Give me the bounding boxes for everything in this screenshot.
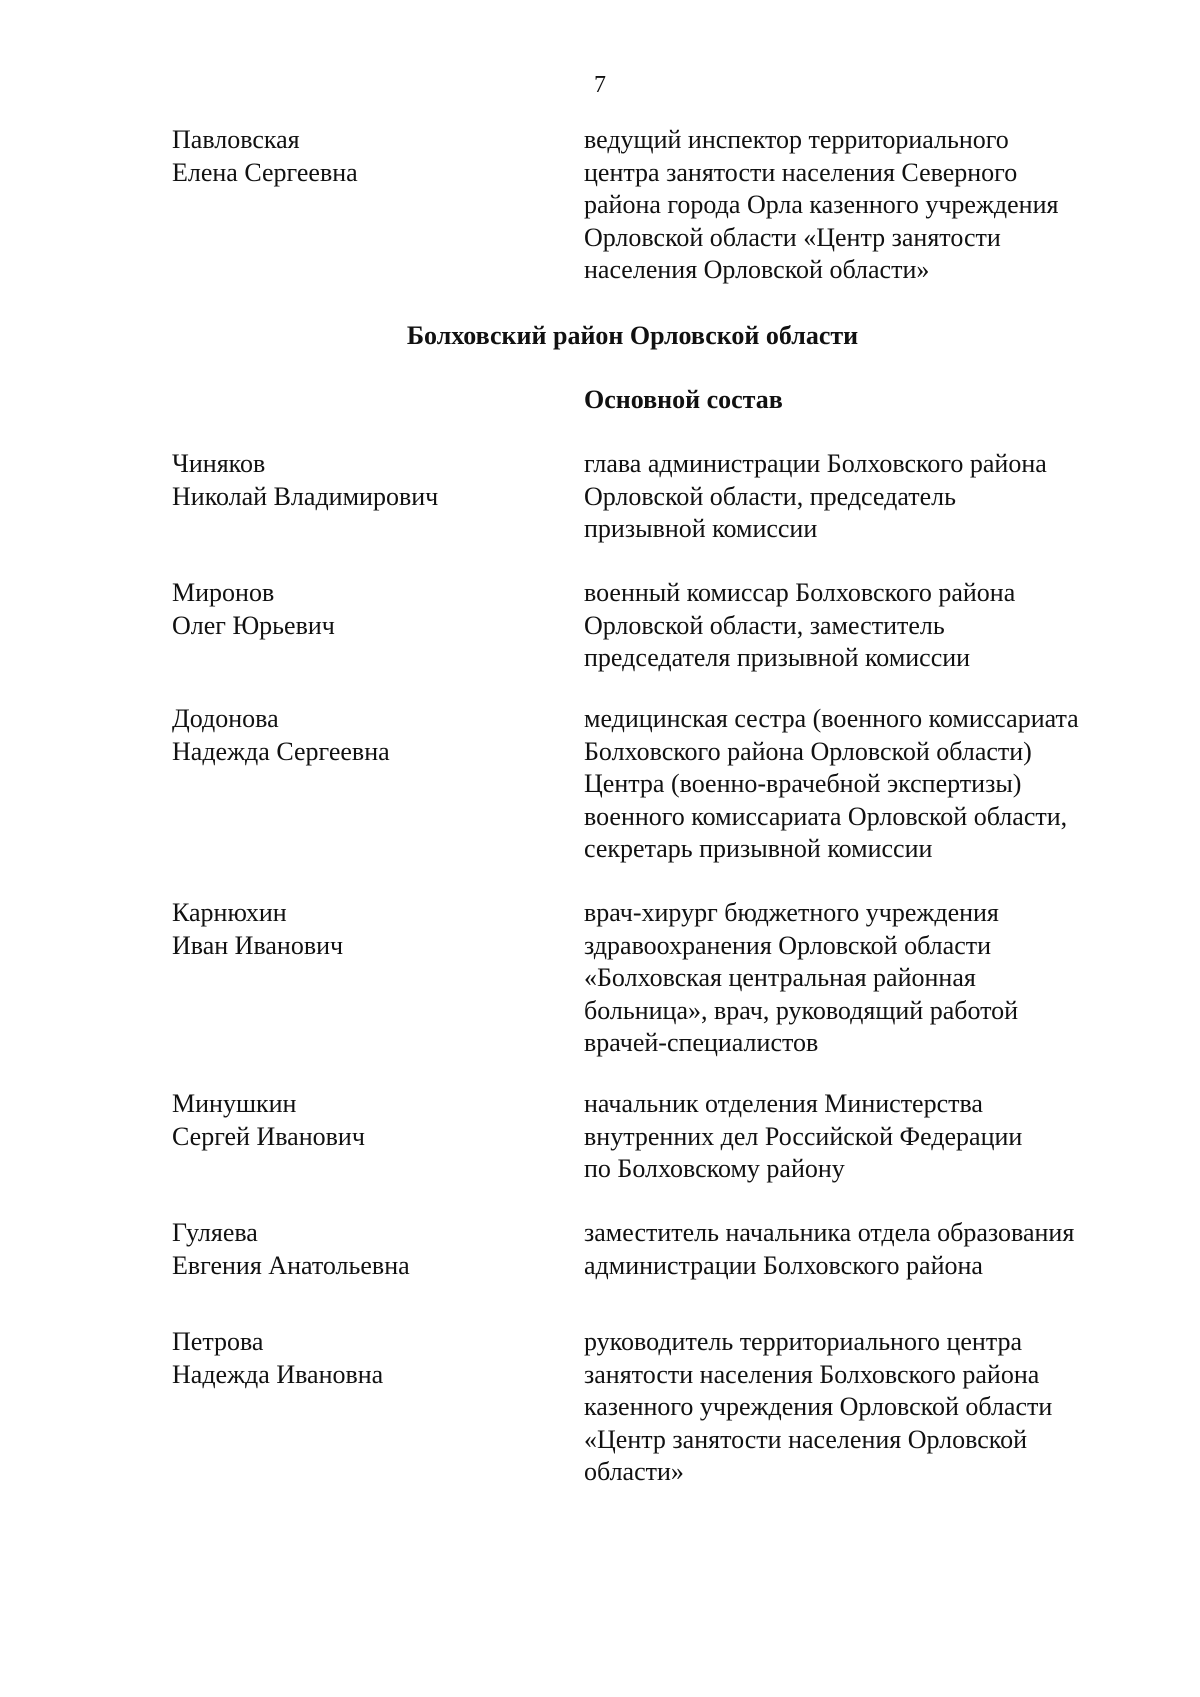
position-line: области» bbox=[584, 1457, 684, 1486]
member-surname: Додонова bbox=[172, 704, 279, 733]
member-position bbox=[584, 448, 1144, 546]
member-given-names: Надежда Ивановна bbox=[172, 1359, 384, 1389]
member-position bbox=[584, 1088, 1144, 1186]
member-name bbox=[172, 577, 552, 642]
position-line: военный комиссар Болховского района bbox=[584, 578, 1016, 607]
position-line: ведущий инспектор территориального bbox=[584, 125, 1009, 154]
position-line: района города Орла казенного учреждения bbox=[584, 190, 1059, 219]
position-line: «Центр занятости населения Орловской bbox=[584, 1424, 1028, 1454]
member-name bbox=[172, 1217, 552, 1282]
position-line: населения Орловской области» bbox=[584, 255, 930, 284]
position-line: Орловской области, председатель bbox=[584, 481, 956, 511]
member-name bbox=[172, 1326, 552, 1391]
member-name bbox=[172, 124, 552, 189]
position-line: врач-хирург бюджетного учреждения bbox=[584, 898, 999, 927]
position-line: секретарь призывной комиссии bbox=[584, 834, 933, 863]
position-line: руководитель территориального центра bbox=[584, 1327, 1023, 1356]
member-surname: Миронов bbox=[172, 578, 275, 607]
member-given-names: Евгения Анатольевна bbox=[172, 1250, 410, 1280]
position-line: по Болховскому району bbox=[584, 1154, 845, 1183]
position-line: начальник отделения Министерства bbox=[584, 1089, 983, 1118]
position-line: «Болховская центральная районная bbox=[584, 963, 976, 992]
position-line: Болховского района Орловской области) bbox=[584, 736, 1032, 766]
position-line: призывной комиссии bbox=[584, 514, 818, 543]
member-given-names: Олег Юрьевич bbox=[172, 610, 335, 640]
member-name bbox=[172, 448, 552, 513]
member-position bbox=[584, 577, 1144, 675]
position-line: здравоохранения Орловской области bbox=[584, 930, 992, 960]
member-surname: Чиняков bbox=[172, 449, 266, 478]
member-given-names: Надежда Сергеевна bbox=[172, 736, 390, 766]
member-position bbox=[584, 703, 1144, 866]
member-given-names: Николай Владимирович bbox=[172, 481, 439, 511]
position-line: занятости населения Болховского района bbox=[584, 1359, 1040, 1389]
position-line: Орловской области, заместитель bbox=[584, 610, 945, 640]
member-surname: Петрова bbox=[172, 1327, 264, 1356]
member-surname: Минушкин bbox=[172, 1089, 297, 1118]
position-line: глава администрации Болховского района bbox=[584, 449, 1047, 478]
district-heading: Болховский район Орловской области bbox=[406, 321, 859, 350]
position-line: военного комиссариата Орловской области, bbox=[584, 801, 1068, 831]
position-line: казенного учреждения Орловской области bbox=[584, 1392, 1053, 1421]
page-number: 7 bbox=[594, 72, 606, 98]
position-line: медицинская сестра (военного комиссариата bbox=[584, 704, 1079, 733]
position-line: Орловской области «Центр занятости bbox=[584, 222, 1001, 252]
member-surname: Гуляева bbox=[172, 1218, 258, 1247]
position-line: центра занятости населения Северного bbox=[584, 157, 1018, 187]
member-position bbox=[584, 124, 1144, 287]
position-line: внутренних дел Российской Федерации bbox=[584, 1121, 1023, 1151]
position-line: заместитель начальника отдела образования bbox=[584, 1218, 1075, 1247]
member-name bbox=[172, 1088, 552, 1153]
position-line: врачей-специалистов bbox=[584, 1028, 819, 1057]
position-line: больница», врач, руководящий работой bbox=[584, 995, 1019, 1025]
section-heading: Основной состав bbox=[584, 385, 783, 414]
member-position bbox=[584, 897, 1144, 1060]
member-given-names: Елена Сергеевна bbox=[172, 157, 358, 187]
member-name bbox=[172, 897, 552, 962]
position-line: администрации Болховского района bbox=[584, 1250, 983, 1280]
member-name bbox=[172, 703, 552, 768]
member-surname: Павловская bbox=[172, 125, 300, 154]
position-line: Центра (военно-врачебной экспертизы) bbox=[584, 769, 1022, 798]
member-given-names: Иван Иванович bbox=[172, 930, 344, 960]
position-line: председателя призывной комиссии bbox=[584, 643, 971, 672]
member-position bbox=[584, 1326, 1144, 1489]
member-surname: Карнюхин bbox=[172, 898, 287, 927]
member-position bbox=[584, 1217, 1144, 1282]
member-given-names: Сергей Иванович bbox=[172, 1121, 365, 1151]
